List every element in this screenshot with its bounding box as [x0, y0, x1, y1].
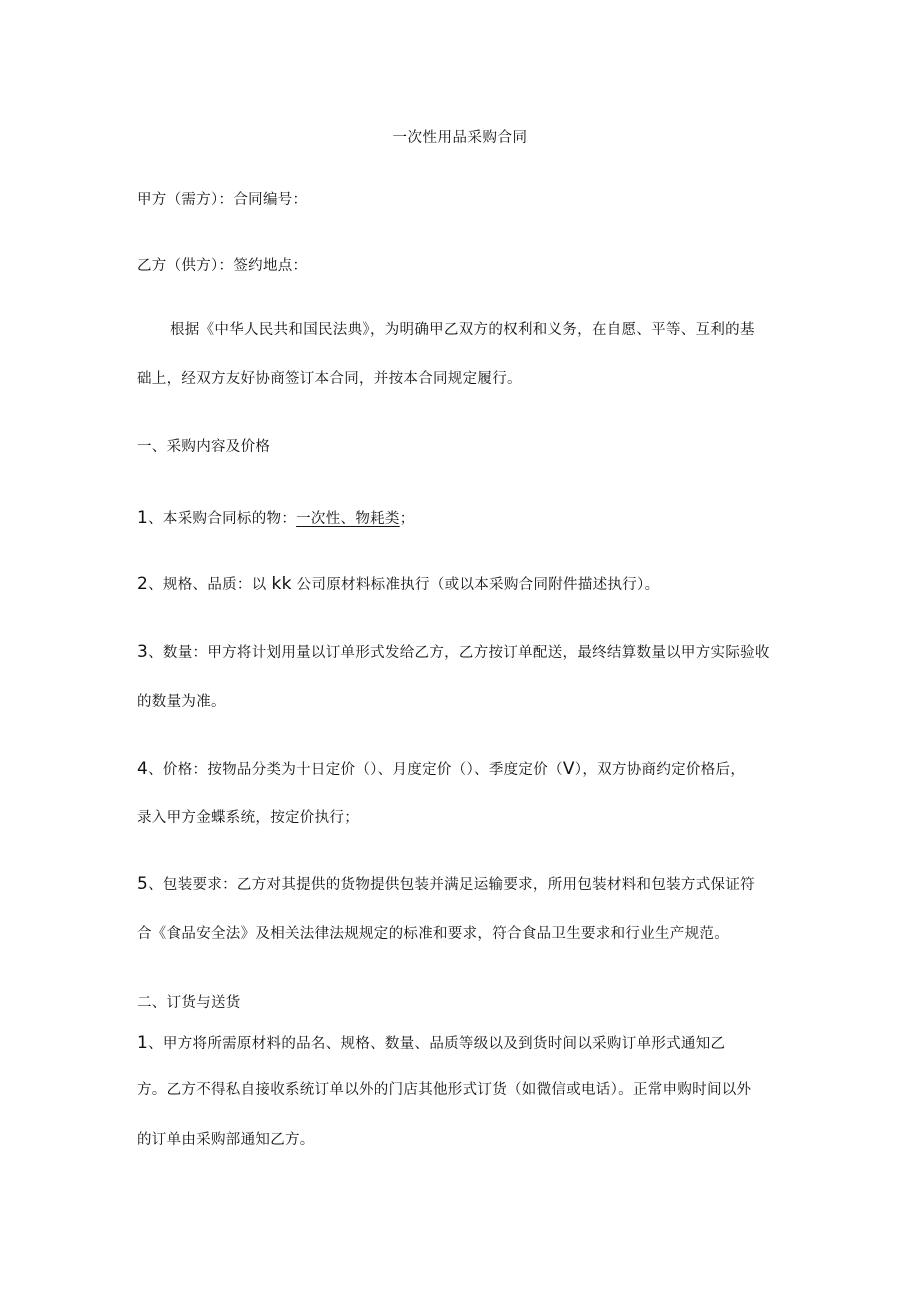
company-code: kk	[271, 574, 292, 594]
item-text: ），双方协商约定价格后，	[574, 762, 746, 778]
item-text: 、规格、品质：以	[148, 577, 272, 593]
item-text: 、本采购合同标的物：	[148, 511, 297, 527]
item-text: 、数量：甲方将计划用量以订单形式发给乙方，乙方按订单配送，最终结算数量以甲方实际验收	[148, 645, 770, 661]
item-number: 1	[137, 508, 149, 528]
item-number: 5	[137, 874, 149, 894]
section2-item1-line3: 的订单由采购部通知乙方。	[137, 1132, 315, 1148]
section1-item4-line2: 录入甲方金蝶系统，按定价执行；	[137, 810, 359, 826]
item-number: 1	[137, 1033, 149, 1053]
item-text: 公司原材料标准执行（或以本采购合同附件描述执行）。	[291, 577, 660, 593]
item-number: 2	[137, 574, 149, 594]
party-a-line: 甲方（需方）：合同编号：	[137, 192, 308, 208]
item-text: 、甲方将所需原材料的品名、规格、数量、品质等级以及到货时间以采购订单形式通知乙	[148, 1036, 726, 1052]
section2-heading: 二、订货与送货	[137, 995, 241, 1011]
section1-item4-line1	[137, 759, 745, 780]
item-text: 、价格：按物品分类为十日定价（）、月度定价（）、季度定价（	[148, 762, 563, 778]
party-b-line: 乙方（供方）：签约地点：	[137, 258, 308, 274]
section1-item1	[137, 508, 415, 529]
section1-item2	[137, 574, 659, 595]
item-underlined-text: 一次性、物耗类	[296, 511, 400, 527]
section2-item1-line2: 方。乙方不得私自接收系统订单以外的门店其他形式订货（如微信或电话）。正常申购时间以外	[137, 1082, 752, 1098]
preamble-line-1: 根据《中华人民共和国民法典》，为明确甲乙双方的权利和义务，在自愿、平等、互利的基	[170, 322, 755, 338]
item-number: 3	[137, 642, 149, 662]
section1-item5-line2: 合《食品安全法》及相关法律法规规定的标准和要求，符合食品卫生要求和行业生产规范。	[137, 926, 729, 942]
section1-item5-line1	[137, 874, 755, 895]
section1-item3-line2: 的数量为准。	[137, 694, 226, 710]
section1-heading: 一、采购内容及价格	[137, 439, 271, 455]
section2-item1-line1	[137, 1033, 725, 1054]
section1-item3-line1	[137, 642, 770, 663]
item-suffix: ；	[399, 511, 415, 527]
document-title: 一次性用品采购合同	[392, 130, 528, 146]
item-number: 4	[137, 759, 149, 779]
checkmark-v: V	[562, 759, 575, 779]
preamble-line-2: 础上，经双方友好协商签订本合同，并按本合同规定履行。	[137, 371, 522, 387]
item-text: 、包装要求：乙方对其提供的货物提供包装并满足运输要求，所用包装材料和包装方式保证符	[148, 877, 755, 893]
